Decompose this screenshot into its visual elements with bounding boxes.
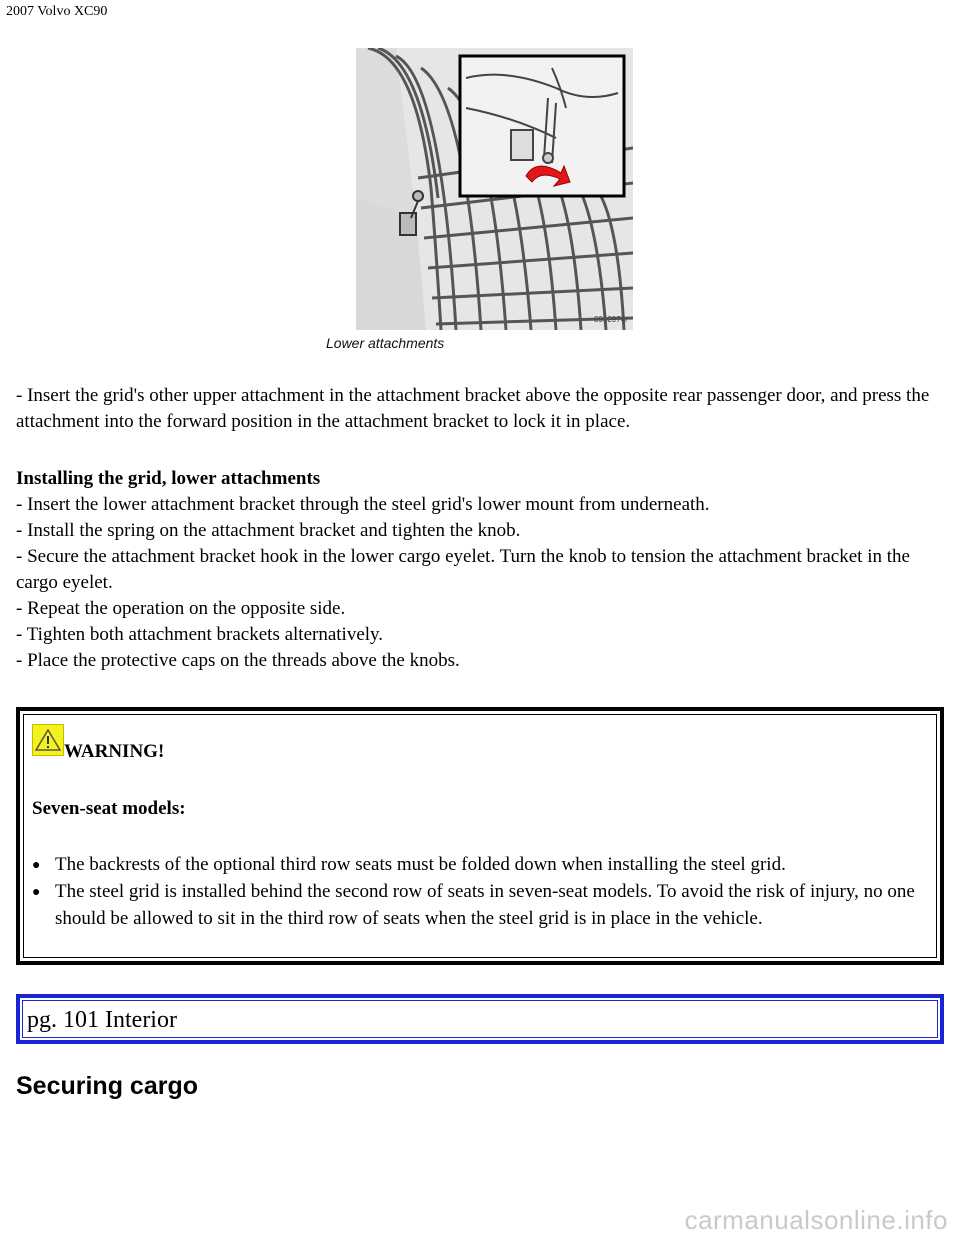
upper-attachment-text: - Insert the grid's other upper attachment in the attachment bracket above the opposite rear passenger door, and press the attachment into the forward position in the attachment bracket to lock it in place. xyxy=(16,385,930,432)
lower-attachments-heading: Installing the grid, lower attachments xyxy=(16,468,321,489)
lower-attachments-section xyxy=(16,466,936,674)
warning-list xyxy=(32,852,916,932)
page-header-title: 2007 Volvo XC90 xyxy=(6,4,108,19)
lower-attachments-illustration xyxy=(356,48,633,330)
warning-list-item xyxy=(32,879,916,932)
lower-step: - Secure the attachment bracket hook in the lower cargo eyelet. Turn the knob to tension the attachment bracket in the cargo eyelet. xyxy=(16,546,910,593)
image-code: 8902974r xyxy=(594,315,628,324)
bullet-dot-icon: ● xyxy=(32,885,41,900)
warning-box xyxy=(16,707,944,965)
page-label-inner xyxy=(22,1000,938,1038)
warning-title: WARNING! xyxy=(64,741,165,762)
warning-triangle-icon xyxy=(32,724,64,756)
lower-step: - Install the spring on the attachment bracket and tighten the knob. xyxy=(16,520,521,541)
warning-item-text: The steel grid is installed behind the second row of seats in seven-seat models. To avoid the risk of injury, no one should be allowed to sit in the third row of seats when the steel grid is in place in the vehicle. xyxy=(55,881,915,929)
lower-step: - Insert the lower attachment bracket through the steel grid's lower mount from underneath. xyxy=(16,494,710,515)
page-label: pg. 101 Interior xyxy=(27,1007,177,1033)
section-heading: Securing cargo xyxy=(16,1072,198,1100)
lower-step: - Place the protective caps on the threads above the knobs. xyxy=(16,650,460,671)
figure-caption: Lower attachments xyxy=(326,335,445,351)
upper-attachment-paragraph xyxy=(16,383,936,435)
warning-list-item xyxy=(32,852,916,879)
warning-item-text: The backrests of the optional third row seats must be folded down when installing the steel grid. xyxy=(55,854,786,875)
page-label-box xyxy=(16,994,944,1044)
lower-step: - Repeat the operation on the opposite side. xyxy=(16,598,346,619)
warning-box-inner xyxy=(23,714,937,958)
lower-step: - Tighten both attachment brackets alternatively. xyxy=(16,624,384,645)
warning-subtitle: Seven-seat models: xyxy=(32,798,186,819)
watermark: carmanualsonline.info xyxy=(684,1205,948,1235)
bullet-dot-icon: ● xyxy=(32,858,41,873)
